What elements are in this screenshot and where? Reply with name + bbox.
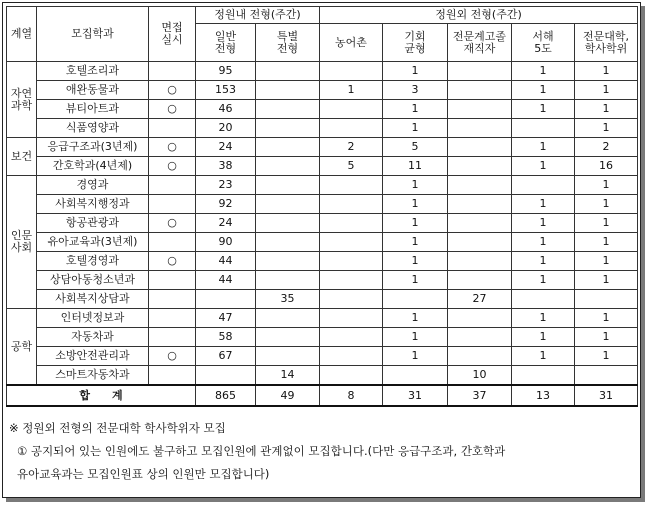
special-cell (256, 214, 320, 233)
special-cell (256, 81, 320, 100)
vocational-cell (448, 347, 512, 366)
header-farming: 농어촌 (320, 24, 383, 62)
department-cell: 애완동물과 (37, 81, 149, 100)
college-graduate-cell: 16 (575, 157, 638, 176)
farming-cell (320, 100, 383, 119)
total-vocational: 37 (448, 385, 512, 406)
table-row (7, 62, 638, 81)
total-row (7, 385, 638, 406)
farming-cell (320, 233, 383, 252)
equal-opportunity-cell: 5 (383, 138, 448, 157)
seohae-cell: 1 (512, 214, 575, 233)
document-frame (2, 2, 641, 498)
equal-opportunity-cell: 1 (383, 195, 448, 214)
college-graduate-cell: 1 (575, 271, 638, 290)
equal-opportunity-cell: 1 (383, 328, 448, 347)
table-row (7, 252, 638, 271)
vocational-cell (448, 119, 512, 138)
note-heading: ※ 정원외 전형의 전문대학 학사학위자 모집 (9, 421, 226, 435)
special-cell (256, 138, 320, 157)
vocational-cell (448, 328, 512, 347)
special-cell (256, 252, 320, 271)
vocational-cell (448, 233, 512, 252)
table-row (7, 328, 638, 347)
vocational-cell (448, 309, 512, 328)
special-cell (256, 271, 320, 290)
department-cell: 유아교육과(3년제) (37, 233, 149, 252)
college-graduate-cell: 1 (575, 252, 638, 271)
farming-cell (320, 214, 383, 233)
equal-opportunity-cell: 3 (383, 81, 448, 100)
interview-cell (149, 309, 196, 328)
note-item: ① 공지되어 있는 인원에도 불구하고 모집인원에 관계없이 모집합니다.(다만 응급구조과, 간호학과 (17, 444, 506, 458)
header-interview: 면접 실시 (149, 7, 196, 62)
category-cell: 자연 과학 (7, 62, 37, 138)
department-cell: 소방안전관리과 (37, 347, 149, 366)
header-within-quota: 정원내 전형(주간) (196, 7, 320, 24)
department-cell: 항공관광과 (37, 214, 149, 233)
interview-cell: ○ (149, 81, 196, 100)
department-cell: 자동차과 (37, 328, 149, 347)
interview-cell: ○ (149, 100, 196, 119)
interview-cell (149, 233, 196, 252)
college-graduate-cell: 1 (575, 62, 638, 81)
special-cell: 14 (256, 366, 320, 386)
college-graduate-cell: 1 (575, 214, 638, 233)
equal-opportunity-cell: 1 (383, 119, 448, 138)
department-cell: 사회복지상담과 (37, 290, 149, 309)
table-row (7, 290, 638, 309)
general-cell (196, 290, 256, 309)
equal-opportunity-cell: 1 (383, 309, 448, 328)
general-cell: 44 (196, 271, 256, 290)
interview-cell: ○ (149, 347, 196, 366)
special-cell (256, 157, 320, 176)
equal-opportunity-cell: 1 (383, 252, 448, 271)
special-cell (256, 309, 320, 328)
seohae-cell (512, 366, 575, 386)
seohae-cell: 1 (512, 347, 575, 366)
college-graduate-cell (575, 290, 638, 309)
special-cell (256, 195, 320, 214)
seohae-cell: 1 (512, 100, 575, 119)
farming-cell: 2 (320, 138, 383, 157)
interview-cell: ○ (149, 138, 196, 157)
farming-cell (320, 271, 383, 290)
header-department: 모집학과 (37, 7, 149, 62)
college-graduate-cell: 1 (575, 81, 638, 100)
college-graduate-cell: 1 (575, 347, 638, 366)
header-vocational-employee: 전문계고졸 재직자 (448, 24, 512, 62)
interview-cell (149, 366, 196, 386)
special-cell (256, 100, 320, 119)
note-item-continuation: 유아교육과는 모집인원표 상의 인원만 모집합니다) (17, 467, 270, 481)
vocational-cell (448, 81, 512, 100)
category-cell: 공학 (7, 309, 37, 386)
special-cell (256, 328, 320, 347)
college-graduate-cell: 1 (575, 328, 638, 347)
header-special: 특별 전형 (256, 24, 320, 62)
equal-opportunity-cell: 1 (383, 347, 448, 366)
category-cell: 인문 사회 (7, 176, 37, 309)
special-cell (256, 347, 320, 366)
department-cell: 뷰티아트과 (37, 100, 149, 119)
general-cell: 92 (196, 195, 256, 214)
vocational-cell (448, 62, 512, 81)
interview-cell: ○ (149, 252, 196, 271)
vocational-cell (448, 271, 512, 290)
notes-section (9, 417, 637, 486)
college-graduate-cell: 1 (575, 119, 638, 138)
equal-opportunity-cell: 1 (383, 233, 448, 252)
special-cell (256, 119, 320, 138)
table-row (7, 81, 638, 100)
interview-cell: ○ (149, 157, 196, 176)
total-special: 49 (256, 385, 320, 406)
seohae-cell: 1 (512, 271, 575, 290)
farming-cell (320, 328, 383, 347)
header-general: 일반 전형 (196, 24, 256, 62)
table-row (7, 195, 638, 214)
general-cell: 44 (196, 252, 256, 271)
equal-opportunity-cell: 1 (383, 214, 448, 233)
equal-opportunity-cell: 1 (383, 176, 448, 195)
equal-opportunity-cell: 11 (383, 157, 448, 176)
special-cell (256, 233, 320, 252)
equal-opportunity-cell: 1 (383, 271, 448, 290)
total-equal: 31 (383, 385, 448, 406)
college-graduate-cell (575, 366, 638, 386)
total-college: 31 (575, 385, 638, 406)
college-graduate-cell: 1 (575, 176, 638, 195)
interview-cell (149, 271, 196, 290)
college-graduate-cell: 2 (575, 138, 638, 157)
general-cell: 58 (196, 328, 256, 347)
interview-cell (149, 119, 196, 138)
department-cell: 응급구조과(3년제) (37, 138, 149, 157)
header-category: 계열 (7, 7, 37, 62)
header-outside-quota: 정원외 전형(주간) (320, 7, 638, 24)
header-college-graduate: 전문대학, 학사학위 (575, 24, 638, 62)
seohae-cell (512, 290, 575, 309)
interview-cell (149, 62, 196, 81)
general-cell: 23 (196, 176, 256, 195)
college-graduate-cell: 1 (575, 100, 638, 119)
total-label: 합계 (7, 385, 196, 406)
category-cell: 보건 (7, 138, 37, 176)
vocational-cell (448, 252, 512, 271)
farming-cell (320, 309, 383, 328)
department-cell: 식품영양과 (37, 119, 149, 138)
vocational-cell (448, 195, 512, 214)
table-row (7, 176, 638, 195)
seohae-cell: 1 (512, 157, 575, 176)
interview-cell (149, 328, 196, 347)
table-row (7, 271, 638, 290)
college-graduate-cell: 1 (575, 195, 638, 214)
seohae-cell: 1 (512, 309, 575, 328)
seohae-cell (512, 119, 575, 138)
interview-cell (149, 176, 196, 195)
general-cell: 20 (196, 119, 256, 138)
general-cell (196, 366, 256, 386)
seohae-cell: 1 (512, 138, 575, 157)
vocational-cell: 10 (448, 366, 512, 386)
department-cell: 간호학과(4년제) (37, 157, 149, 176)
total-general: 865 (196, 385, 256, 406)
general-cell: 67 (196, 347, 256, 366)
table-row (7, 157, 638, 176)
farming-cell (320, 62, 383, 81)
department-cell: 호텔경영과 (37, 252, 149, 271)
vocational-cell (448, 157, 512, 176)
farming-cell (320, 176, 383, 195)
table-row (7, 366, 638, 386)
table-footer (7, 385, 638, 406)
table-body (7, 62, 638, 386)
general-cell: 95 (196, 62, 256, 81)
seohae-cell: 1 (512, 328, 575, 347)
table-row (7, 138, 638, 157)
vocational-cell (448, 176, 512, 195)
table-row (7, 119, 638, 138)
department-cell: 인터넷정보과 (37, 309, 149, 328)
total-farming: 8 (320, 385, 383, 406)
general-cell: 47 (196, 309, 256, 328)
equal-opportunity-cell: 1 (383, 100, 448, 119)
table-header (7, 7, 638, 62)
farming-cell (320, 290, 383, 309)
farming-cell (320, 347, 383, 366)
general-cell: 90 (196, 233, 256, 252)
table-row (7, 233, 638, 252)
seohae-cell: 1 (512, 62, 575, 81)
department-cell: 스마트자동차과 (37, 366, 149, 386)
header-equal-opportunity: 기회 균형 (383, 24, 448, 62)
farming-cell (320, 366, 383, 386)
equal-opportunity-cell (383, 366, 448, 386)
interview-cell: ○ (149, 214, 196, 233)
general-cell: 24 (196, 138, 256, 157)
interview-cell (149, 195, 196, 214)
seohae-cell (512, 176, 575, 195)
college-graduate-cell: 1 (575, 309, 638, 328)
special-cell: 35 (256, 290, 320, 309)
farming-cell (320, 195, 383, 214)
seohae-cell: 1 (512, 81, 575, 100)
general-cell: 46 (196, 100, 256, 119)
department-cell: 상담아동청소년과 (37, 271, 149, 290)
farming-cell: 1 (320, 81, 383, 100)
seohae-cell: 1 (512, 195, 575, 214)
vocational-cell (448, 100, 512, 119)
seohae-cell: 1 (512, 252, 575, 271)
vocational-cell: 27 (448, 290, 512, 309)
interview-cell (149, 290, 196, 309)
equal-opportunity-cell (383, 290, 448, 309)
vocational-cell (448, 138, 512, 157)
special-cell (256, 176, 320, 195)
department-cell: 경영과 (37, 176, 149, 195)
equal-opportunity-cell: 1 (383, 62, 448, 81)
table-row (7, 347, 638, 366)
admission-quota-table (6, 6, 638, 407)
general-cell: 153 (196, 81, 256, 100)
general-cell: 38 (196, 157, 256, 176)
farming-cell (320, 252, 383, 271)
table-row (7, 214, 638, 233)
farming-cell (320, 119, 383, 138)
department-cell: 호텔조리과 (37, 62, 149, 81)
table-row (7, 309, 638, 328)
total-seohae: 13 (512, 385, 575, 406)
department-cell: 사회복지행정과 (37, 195, 149, 214)
seohae-cell: 1 (512, 233, 575, 252)
general-cell: 24 (196, 214, 256, 233)
farming-cell: 5 (320, 157, 383, 176)
table-row (7, 100, 638, 119)
special-cell (256, 62, 320, 81)
college-graduate-cell: 1 (575, 233, 638, 252)
vocational-cell (448, 214, 512, 233)
header-seohae: 서해 5도 (512, 24, 575, 62)
